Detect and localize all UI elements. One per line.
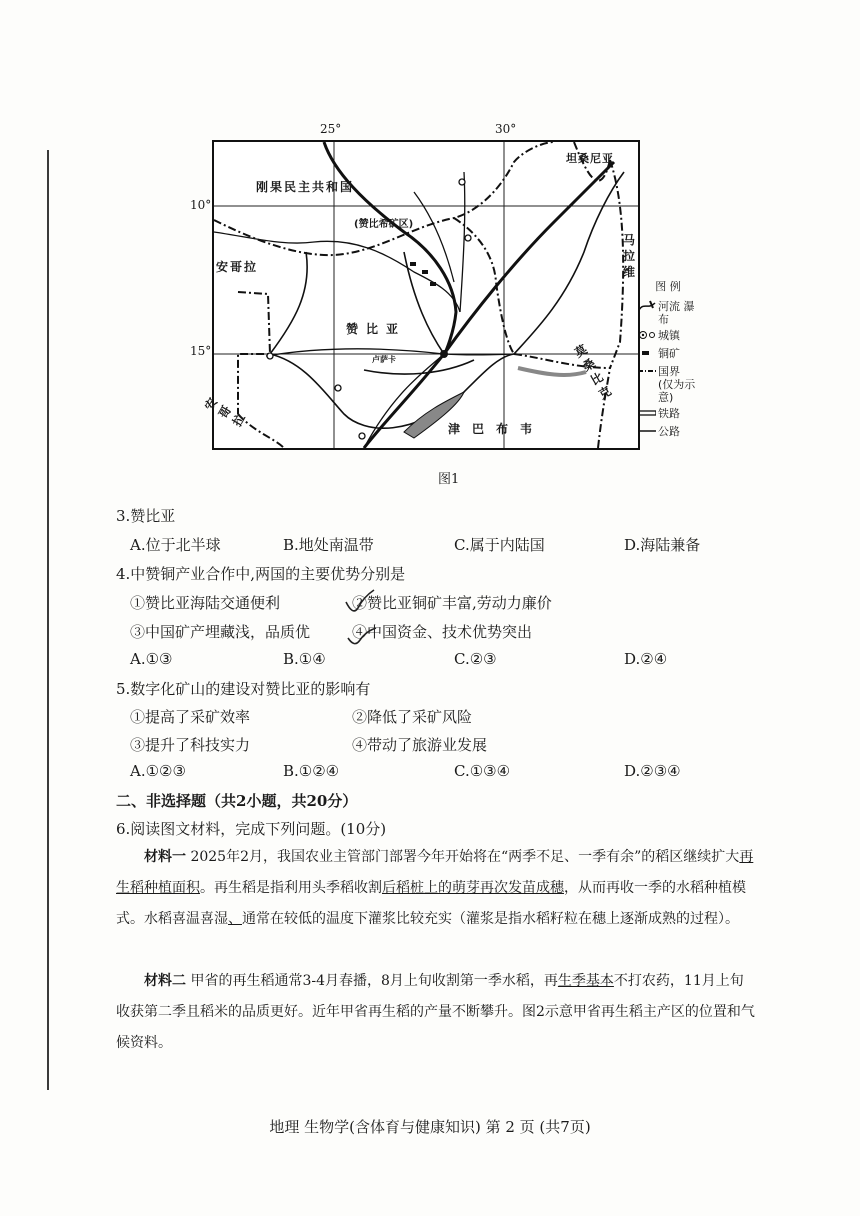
label-tanzania: 坦桑尼亚 <box>566 152 614 165</box>
q5-stem: 5.数字化矿山的建设对赞比亚的影响有 <box>116 680 371 698</box>
q5-item-2: ②降低了采矿风险 <box>352 708 473 726</box>
q5-item-1: ①提高了采矿效率 <box>130 708 251 726</box>
road-lines <box>214 172 514 448</box>
q4-item-4: ④中国资金、技术优势突出 <box>352 623 533 641</box>
border-icon <box>638 365 658 380</box>
q5-option-d: D.②③④ <box>624 762 681 780</box>
handwritten-underline: 、 <box>228 911 242 927</box>
q4-item-2: ②赞比亚铜矿丰富,劳动力廉价 <box>352 594 552 612</box>
legend-item: 河流 瀑布 <box>638 300 698 326</box>
q6-stem: 6.阅读图文材料，完成下列问题。(10分) <box>116 820 387 838</box>
q3-option-b: B.地处南温带 <box>283 536 374 554</box>
q5-option-b: B.①②④ <box>283 762 340 780</box>
figure-caption: 图1 <box>438 472 460 487</box>
label-angola-top: 安哥拉 <box>216 260 259 274</box>
q4-option-b: B.①④ <box>283 650 326 668</box>
lon-label-25: 25° <box>320 122 342 136</box>
q4-item-3: ③中国矿产埋藏浅，品质优 <box>130 623 311 641</box>
railway-icon <box>638 407 658 422</box>
lake-strip <box>518 368 586 375</box>
label-drc: 刚果民主共和国 <box>256 180 355 194</box>
map-figure <box>190 118 696 458</box>
handwritten-checkmark <box>340 588 380 650</box>
page-margin-line <box>47 150 49 1090</box>
handwritten-underline: 生季基本 <box>557 973 614 989</box>
handwritten-underline: 后稻桩上的萌芽再次发苗成穗 <box>382 880 564 896</box>
q4-stem: 4.中赞铜产业合作中,两国的主要优势分别是 <box>116 565 406 583</box>
label-zambia: 赞比亚 <box>346 322 407 336</box>
town-icon <box>638 329 658 344</box>
lat-label-10: 10° <box>190 198 212 212</box>
handwritten-underline: 再生稻种植面积 <box>116 849 754 896</box>
q5-option-c: C.①③④ <box>454 762 511 780</box>
river-lines <box>270 172 624 428</box>
capital-marker <box>440 350 448 358</box>
legend-title: 图 例 <box>655 280 681 293</box>
legend-item: 铜矿 <box>638 347 698 362</box>
label-zimbabwe: 津巴布韦 <box>448 422 545 436</box>
page-footer: 地理 生物学(含体育与健康知识) 第 2 页 (共7页) <box>269 1118 591 1136</box>
railway-lines <box>324 142 614 448</box>
material-two: 材料二 甲省的再生稻通常3-4月春播，8月上旬收割第一季水稻，再生季基本不打农药，11月上旬收获第二季且稻米的品质更好。近年甲省再生稻的产量不断攀升。图2示意甲省再生稻主产区的位置和气候资料。 <box>116 973 755 1051</box>
label-capital: 卢萨卡 <box>372 355 396 364</box>
q4-option-a: A.①③ <box>130 650 173 668</box>
label-mozambique: 莫桑比克 <box>572 342 614 402</box>
label-malawi: 马拉维 <box>622 233 635 279</box>
q3-option-d: D.海陆兼备 <box>624 536 701 554</box>
copper-mine-icon <box>638 347 658 362</box>
road-icon <box>638 425 658 440</box>
material-one-heading: 材料一 <box>144 849 186 865</box>
q3-option-c: C.属于内陆国 <box>454 536 545 554</box>
copper-mine-markers <box>410 262 436 286</box>
legend-item: 铁路 <box>638 407 698 422</box>
legend-item: 公路 <box>638 425 698 440</box>
lat-label-15: 15° <box>190 344 212 358</box>
map-frame <box>202 140 640 450</box>
material-one: 材料一 2025年2月，我国农业主管部门部署今年开始将在“两季不足、一季有余”的稻区继续扩大再生稻种植面积。再生稻是指利用头季稻收割后稻桩上的萌芽再次发苗成穗，从而再收一季的水稻种植模式。水稻喜温喜湿、通常在较低的温度下灌浆比较充实（灌浆是指水稻籽粒在穗上逐渐成熟的过程）。 <box>116 849 754 927</box>
material-two-heading: 材料二 <box>144 973 186 989</box>
label-mining-region: (赞比希矿区) <box>354 219 414 230</box>
q4-option-c: C.②③ <box>454 650 497 668</box>
legend-item: 国界 (仅为示意) <box>638 365 698 404</box>
q5-item-3: ③提升了科技实力 <box>130 736 251 754</box>
lon-label-30: 30° <box>495 122 517 136</box>
q4-item-1: ①赞比亚海陆交通便利 <box>130 594 281 612</box>
map-legend <box>638 278 698 443</box>
q3-stem: 3.赞比亚 <box>116 507 176 525</box>
river-waterfall-icon <box>638 300 658 315</box>
q3-option-a: A.位于北半球 <box>130 536 221 554</box>
section-heading: 二、非选择题（共2小题，共20分） <box>116 792 358 810</box>
q5-option-a: A.①②③ <box>130 762 186 780</box>
q5-item-4: ④带动了旅游业发展 <box>352 736 488 754</box>
label-angola-bottom: 安哥拉 <box>202 395 248 429</box>
legend-item: 城镇 <box>638 329 698 344</box>
q4-option-d: D.②④ <box>624 650 668 668</box>
